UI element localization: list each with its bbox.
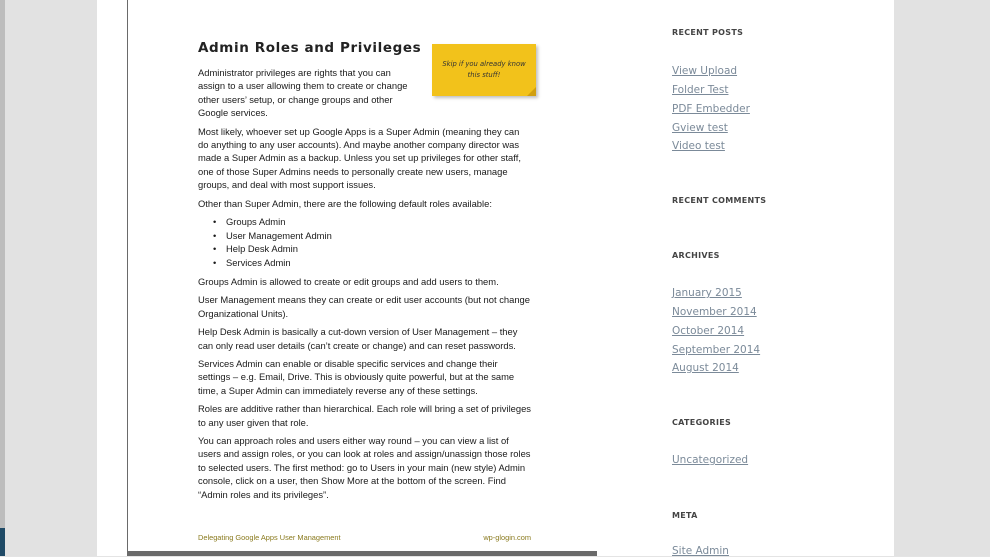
- widget-title-categories: CATEGORIES: [672, 418, 732, 427]
- widget-title-meta: META: [672, 511, 698, 520]
- widget-title-recent-comments: RECENT COMMENTS: [672, 196, 767, 205]
- list-item: [213, 229, 531, 243]
- role-name: Groups Admin: [226, 216, 286, 228]
- category-link[interactable]: Uncategorized: [672, 454, 749, 466]
- widget-title-recent-posts: RECENT POSTS: [672, 28, 744, 37]
- pdf-paragraph: Administrator privileges are rights that you can assign to a user allowing them to create or change other users’ setup, or change groups and other Google services.: [198, 67, 408, 119]
- list-item: [213, 215, 531, 229]
- right-margin: [894, 0, 990, 556]
- pdf-paragraph: Help Desk Admin is basically a cut-down version of User Management – they can only read user details (can’t create or change) and can reset passwords.: [198, 326, 518, 351]
- pdf-embed-viewer[interactable]: [127, 0, 597, 556]
- archive-link[interactable]: September 2014: [672, 344, 761, 356]
- recent-post-link[interactable]: Video test: [672, 140, 725, 152]
- pdf-paragraph: Groups Admin is allowed to create or edit groups and add users to them.: [198, 275, 499, 287]
- role-name: User Management Admin: [226, 229, 332, 241]
- footer-site-link: wp-glogin.com: [483, 533, 531, 542]
- pdf-paragraph: Roles are additive rather than hierarchical. Each role will bring a set of privileges to any user given that role.: [198, 403, 531, 428]
- archive-link[interactable]: November 2014: [672, 306, 757, 318]
- pdf-page-content: [198, 40, 531, 506]
- pdf-paragraph: You can approach roles and users either way round – you can view a list of users and assign roles, or you can look at roles and assign/unassign those roles to selected users. The first method: go to Users in your main (new style) Admin console, click on a user, then Show More at the bottom of the screen. Find “Admin roles and its privileges”.: [198, 434, 531, 500]
- role-name: Help Desk Admin: [226, 243, 298, 255]
- bullet-icon: •: [213, 216, 217, 228]
- list-item: [213, 242, 531, 256]
- recent-post-link[interactable]: PDF Embedder: [672, 103, 750, 115]
- roles-list: [198, 215, 531, 270]
- bullet-icon: •: [213, 257, 217, 269]
- archive-link[interactable]: August 2014: [672, 362, 739, 374]
- pdf-page-footer: [198, 533, 531, 542]
- widget-title-archives: ARCHIVES: [672, 251, 720, 260]
- pdf-paragraph: User Management means they can create or edit user accounts (but not change Organizational Units).: [198, 294, 530, 319]
- recent-post-link[interactable]: View Upload: [672, 65, 738, 77]
- sticky-note: [432, 44, 536, 96]
- footer-document-title: Delegating Google Apps User Management: [198, 533, 341, 542]
- left-margin: [0, 0, 97, 556]
- pdf-page-title: Admin Roles and Privileges: [198, 40, 422, 56]
- left-scroll-edge: [0, 0, 5, 556]
- recent-post-link[interactable]: Gview test: [672, 122, 728, 134]
- bullet-icon: •: [213, 229, 217, 241]
- left-edge-marker: [0, 528, 5, 556]
- sticky-note-text: Skip if you already know this stuff!: [442, 60, 526, 79]
- archive-link[interactable]: October 2014: [672, 325, 745, 337]
- pdf-paragraph: Most likely, whoever set up Google Apps is a Super Admin (meaning they can do anything to any user accounts). And maybe another company director was made a Super Admin as a backup. Unless you set up privileges for other staff, one of those Super Admins needs to personally create new users, manage groups, and deal with most support issues.: [198, 125, 521, 191]
- recent-post-link[interactable]: Folder Test: [672, 84, 729, 96]
- meta-link[interactable]: Site Admin: [672, 545, 729, 557]
- bullet-icon: •: [213, 243, 217, 255]
- archive-link[interactable]: January 2015: [672, 287, 742, 299]
- note-fold-corner: [527, 87, 536, 96]
- pdf-paragraph: Services Admin can enable or disable specific services and change their settings – e.g. Email, Drive. This is obviously quite powerful, but at the same time, a Super Admin can immediately reverse any of these settings.: [198, 357, 515, 396]
- pdf-paragraph: Other than Super Admin, there are the following default roles available:: [198, 197, 492, 209]
- list-item: [213, 256, 531, 270]
- role-name: Services Admin: [226, 257, 291, 269]
- pdf-page: [128, 0, 597, 551]
